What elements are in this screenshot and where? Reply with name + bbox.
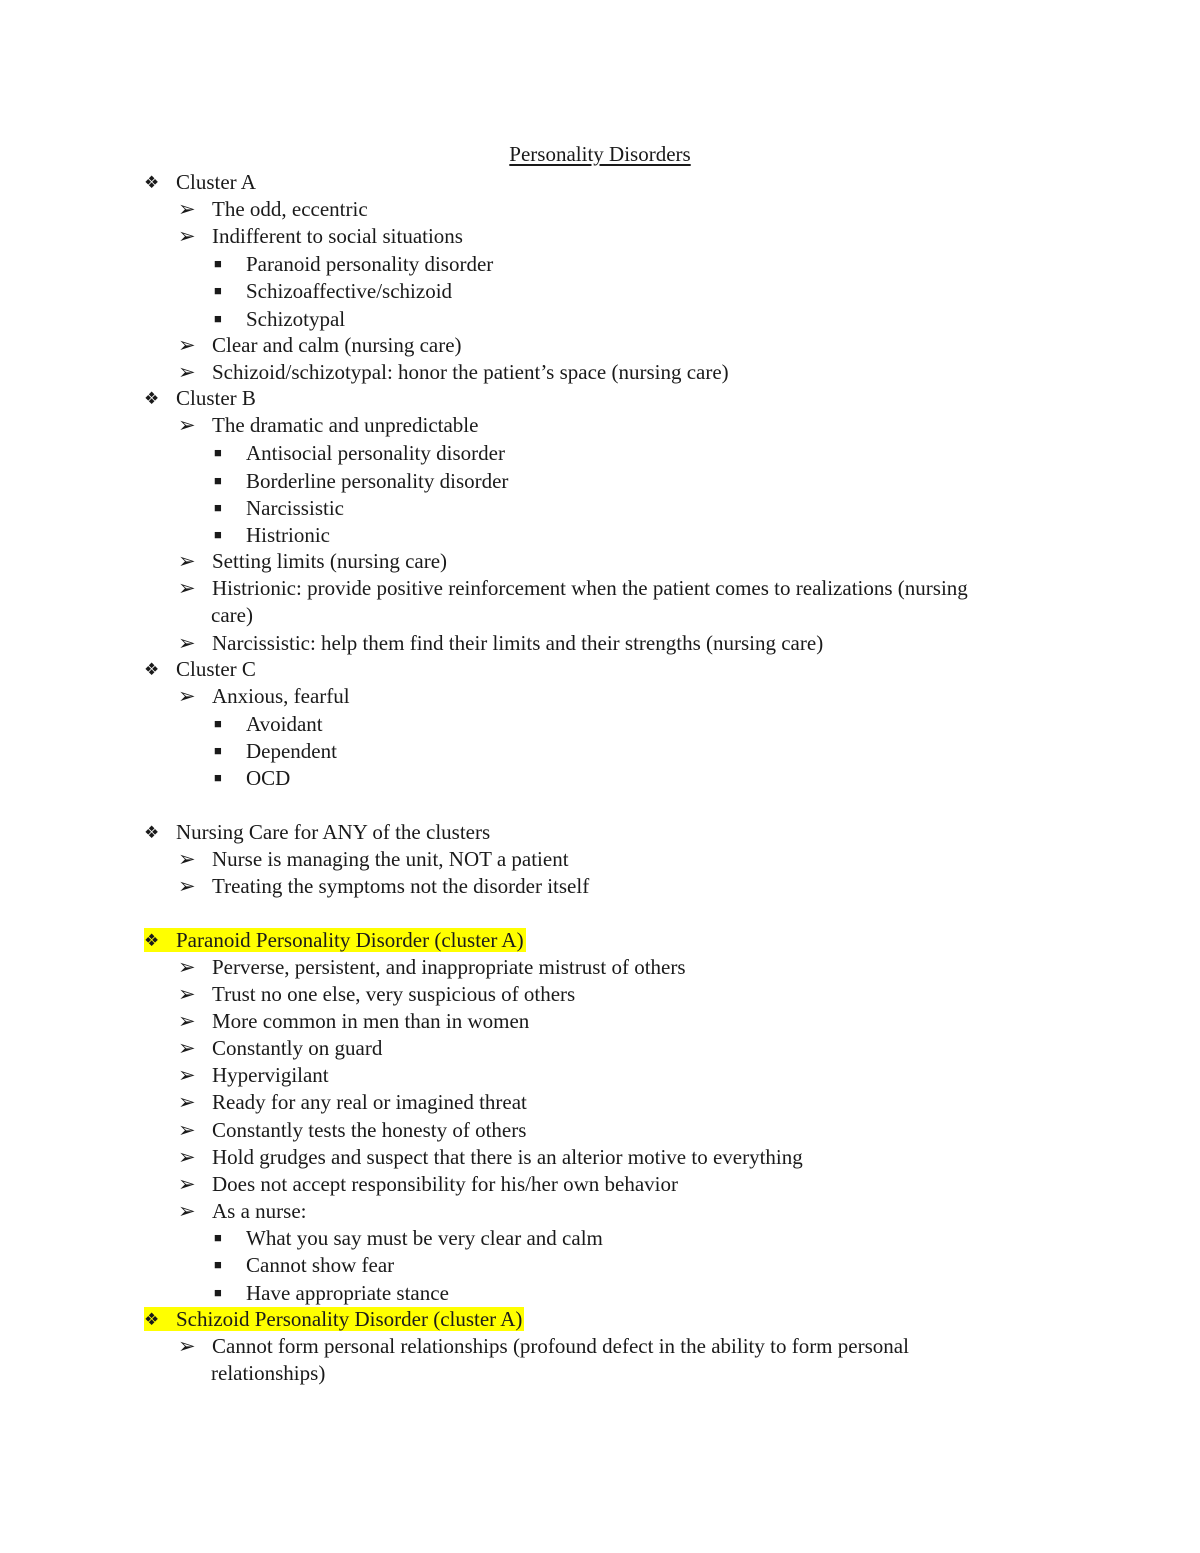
list-item [178,846,569,873]
list-item-text: Borderline personality disorder [246,469,509,493]
square-bullet-icon: ■ [214,500,222,515]
list-item [212,1251,394,1279]
list-item-text: Constantly tests the honesty of others [212,1118,527,1142]
list-item-text: Nurse is managing the unit, NOT a patient [212,847,569,871]
arrow-bullet-icon: ➢ [178,197,196,221]
list-item-text: More common in men than in women [212,1009,530,1033]
list-item [212,710,323,738]
list-item-text: Perverse, persistent, and inappropriate mistrust of others [212,955,686,979]
list-item-text: Cannot show fear [246,1253,395,1277]
list-item [144,385,256,412]
diamond-bullet-icon: ❖ [144,173,160,192]
arrow-bullet-icon: ➢ [178,1145,196,1169]
list-item [178,1089,527,1116]
list-item-text: Cluster A [176,170,256,194]
arrow-bullet-icon: ➢ [178,1009,196,1033]
list-item [144,819,490,846]
diamond-bullet-icon: ❖ [144,660,160,679]
list-item [212,467,508,495]
arrow-bullet-icon: ➢ [178,549,196,573]
square-bullet-icon: ■ [214,311,222,326]
list-item-text: Paranoid personality disorder [246,252,494,276]
list-item-text: Nursing Care for ANY of the clusters [176,820,491,844]
list-item-text: Histrionic: provide positive reinforcement when the patient comes to realizations (nursing [212,576,968,600]
list-item [178,1117,526,1144]
list-item-text: Cluster B [176,386,256,410]
square-bullet-icon: ■ [214,445,222,460]
square-bullet-icon: ■ [214,1285,222,1300]
page-title: Personality Disorders [509,142,691,166]
square-bullet-icon: ■ [214,770,222,785]
list-item-text: What you say must be very clear and calm [246,1226,603,1250]
list-item [178,412,478,439]
arrow-bullet-icon: ➢ [178,847,196,871]
list-item [178,981,575,1008]
list-item-text: Dependent [246,739,337,763]
list-item-text: Schizoid Personality Disorder (cluster A) [176,1307,523,1331]
list-item [212,494,344,522]
list-item-text: OCD [246,766,291,790]
list-item-text: Does not accept responsibility for his/her own behavior [212,1172,678,1196]
list-item-text: Narcissistic [246,496,344,520]
list-item-text: Histrionic [246,523,330,547]
list-item [212,439,505,467]
arrow-bullet-icon: ➢ [178,1199,196,1223]
list-item-text: Constantly on guard [212,1036,383,1060]
list-item [144,656,256,683]
arrow-bullet-icon: ➢ [178,413,196,437]
arrow-bullet-icon: ➢ [178,1090,196,1114]
list-item [178,1198,306,1225]
list-item [212,305,345,333]
list-item-text: Avoidant [246,712,323,736]
list-item-continuation: care) [211,603,253,627]
square-bullet-icon: ■ [214,256,222,271]
list-item-text: Trust no one else, very suspicious of others [212,982,576,1006]
list-item-text: Antisocial personality disorder [246,441,505,465]
list-item [178,548,447,575]
list-item [212,1279,449,1307]
arrow-bullet-icon: ➢ [178,631,196,655]
list-item-text: The odd, eccentric [212,197,368,221]
arrow-bullet-icon: ➢ [178,1036,196,1060]
arrow-bullet-icon: ➢ [178,1118,196,1142]
arrow-bullet-icon: ➢ [178,576,196,600]
list-item-text: As a nurse: [212,1199,307,1223]
arrow-bullet-icon: ➢ [178,684,196,708]
list-item [178,1333,909,1360]
list-item-text: Have appropriate stance [246,1281,449,1305]
list-item-text: Narcissistic: help them find their limits and their strengths (nursing care) [212,631,824,655]
square-bullet-icon: ■ [214,716,222,731]
list-item-highlighted [144,1306,524,1333]
arrow-bullet-icon: ➢ [178,224,196,248]
list-item [178,873,589,900]
list-item-text: Paranoid Personality Disorder (cluster A) [176,928,524,952]
list-item-text: Schizotypal [246,307,346,331]
list-item [212,1224,603,1252]
list-item-text: Setting limits (nursing care) [212,549,448,573]
list-item [178,223,463,250]
diamond-bullet-icon: ❖ [144,389,160,408]
arrow-bullet-icon: ➢ [178,874,196,898]
arrow-bullet-icon: ➢ [178,360,196,384]
list-item [178,1062,329,1089]
list-item-text: Cannot form personal relationships (profound defect in the ability to form personal [212,1334,909,1358]
square-bullet-icon: ■ [214,527,222,542]
list-item-text: Cluster C [176,657,256,681]
list-item [178,1035,382,1062]
list-item [178,332,462,359]
list-item-text: Hold grudges and suspect that there is an alterior motive to everything [212,1145,803,1169]
list-item-text: Schizoid/schizotypal: honor the patient’s space (nursing care) [212,360,729,384]
list-item-continuation: relationships) [211,1361,326,1385]
list-item [212,250,493,278]
list-item [212,764,290,792]
list-item [178,575,968,602]
list-item [178,1008,529,1035]
square-bullet-icon: ■ [214,1257,222,1272]
list-item-highlighted [144,927,526,954]
arrow-bullet-icon: ➢ [178,982,196,1006]
square-bullet-icon: ■ [214,473,222,488]
list-item [178,196,368,223]
arrow-bullet-icon: ➢ [178,955,196,979]
list-item-text: Treating the symptoms not the disorder itself [212,874,590,898]
list-item [144,169,256,196]
list-item-text: Hypervigilant [212,1063,329,1087]
list-item [178,359,729,386]
list-item-text: The dramatic and unpredictable [212,413,479,437]
diamond-bullet-icon: ❖ [144,931,160,950]
list-item [178,954,686,981]
square-bullet-icon: ■ [214,1230,222,1245]
list-item-text: Clear and calm (nursing care) [212,333,462,357]
list-item [212,737,337,765]
square-bullet-icon: ■ [214,283,222,298]
list-item [178,1144,803,1171]
list-item-text: Ready for any real or imagined threat [212,1090,527,1114]
diamond-bullet-icon: ❖ [144,823,160,842]
list-item [212,521,330,549]
list-item [178,683,350,710]
list-item [212,277,452,305]
diamond-bullet-icon: ❖ [144,1310,160,1329]
arrow-bullet-icon: ➢ [178,333,196,357]
list-item [178,630,823,657]
list-item-text: Indifferent to social situations [212,224,463,248]
list-item [178,1171,678,1198]
square-bullet-icon: ■ [214,743,222,758]
arrow-bullet-icon: ➢ [178,1334,196,1358]
arrow-bullet-icon: ➢ [178,1063,196,1087]
arrow-bullet-icon: ➢ [178,1172,196,1196]
list-item-text: Anxious, fearful [212,684,350,708]
list-item-text: Schizoaffective/schizoid [246,279,453,303]
